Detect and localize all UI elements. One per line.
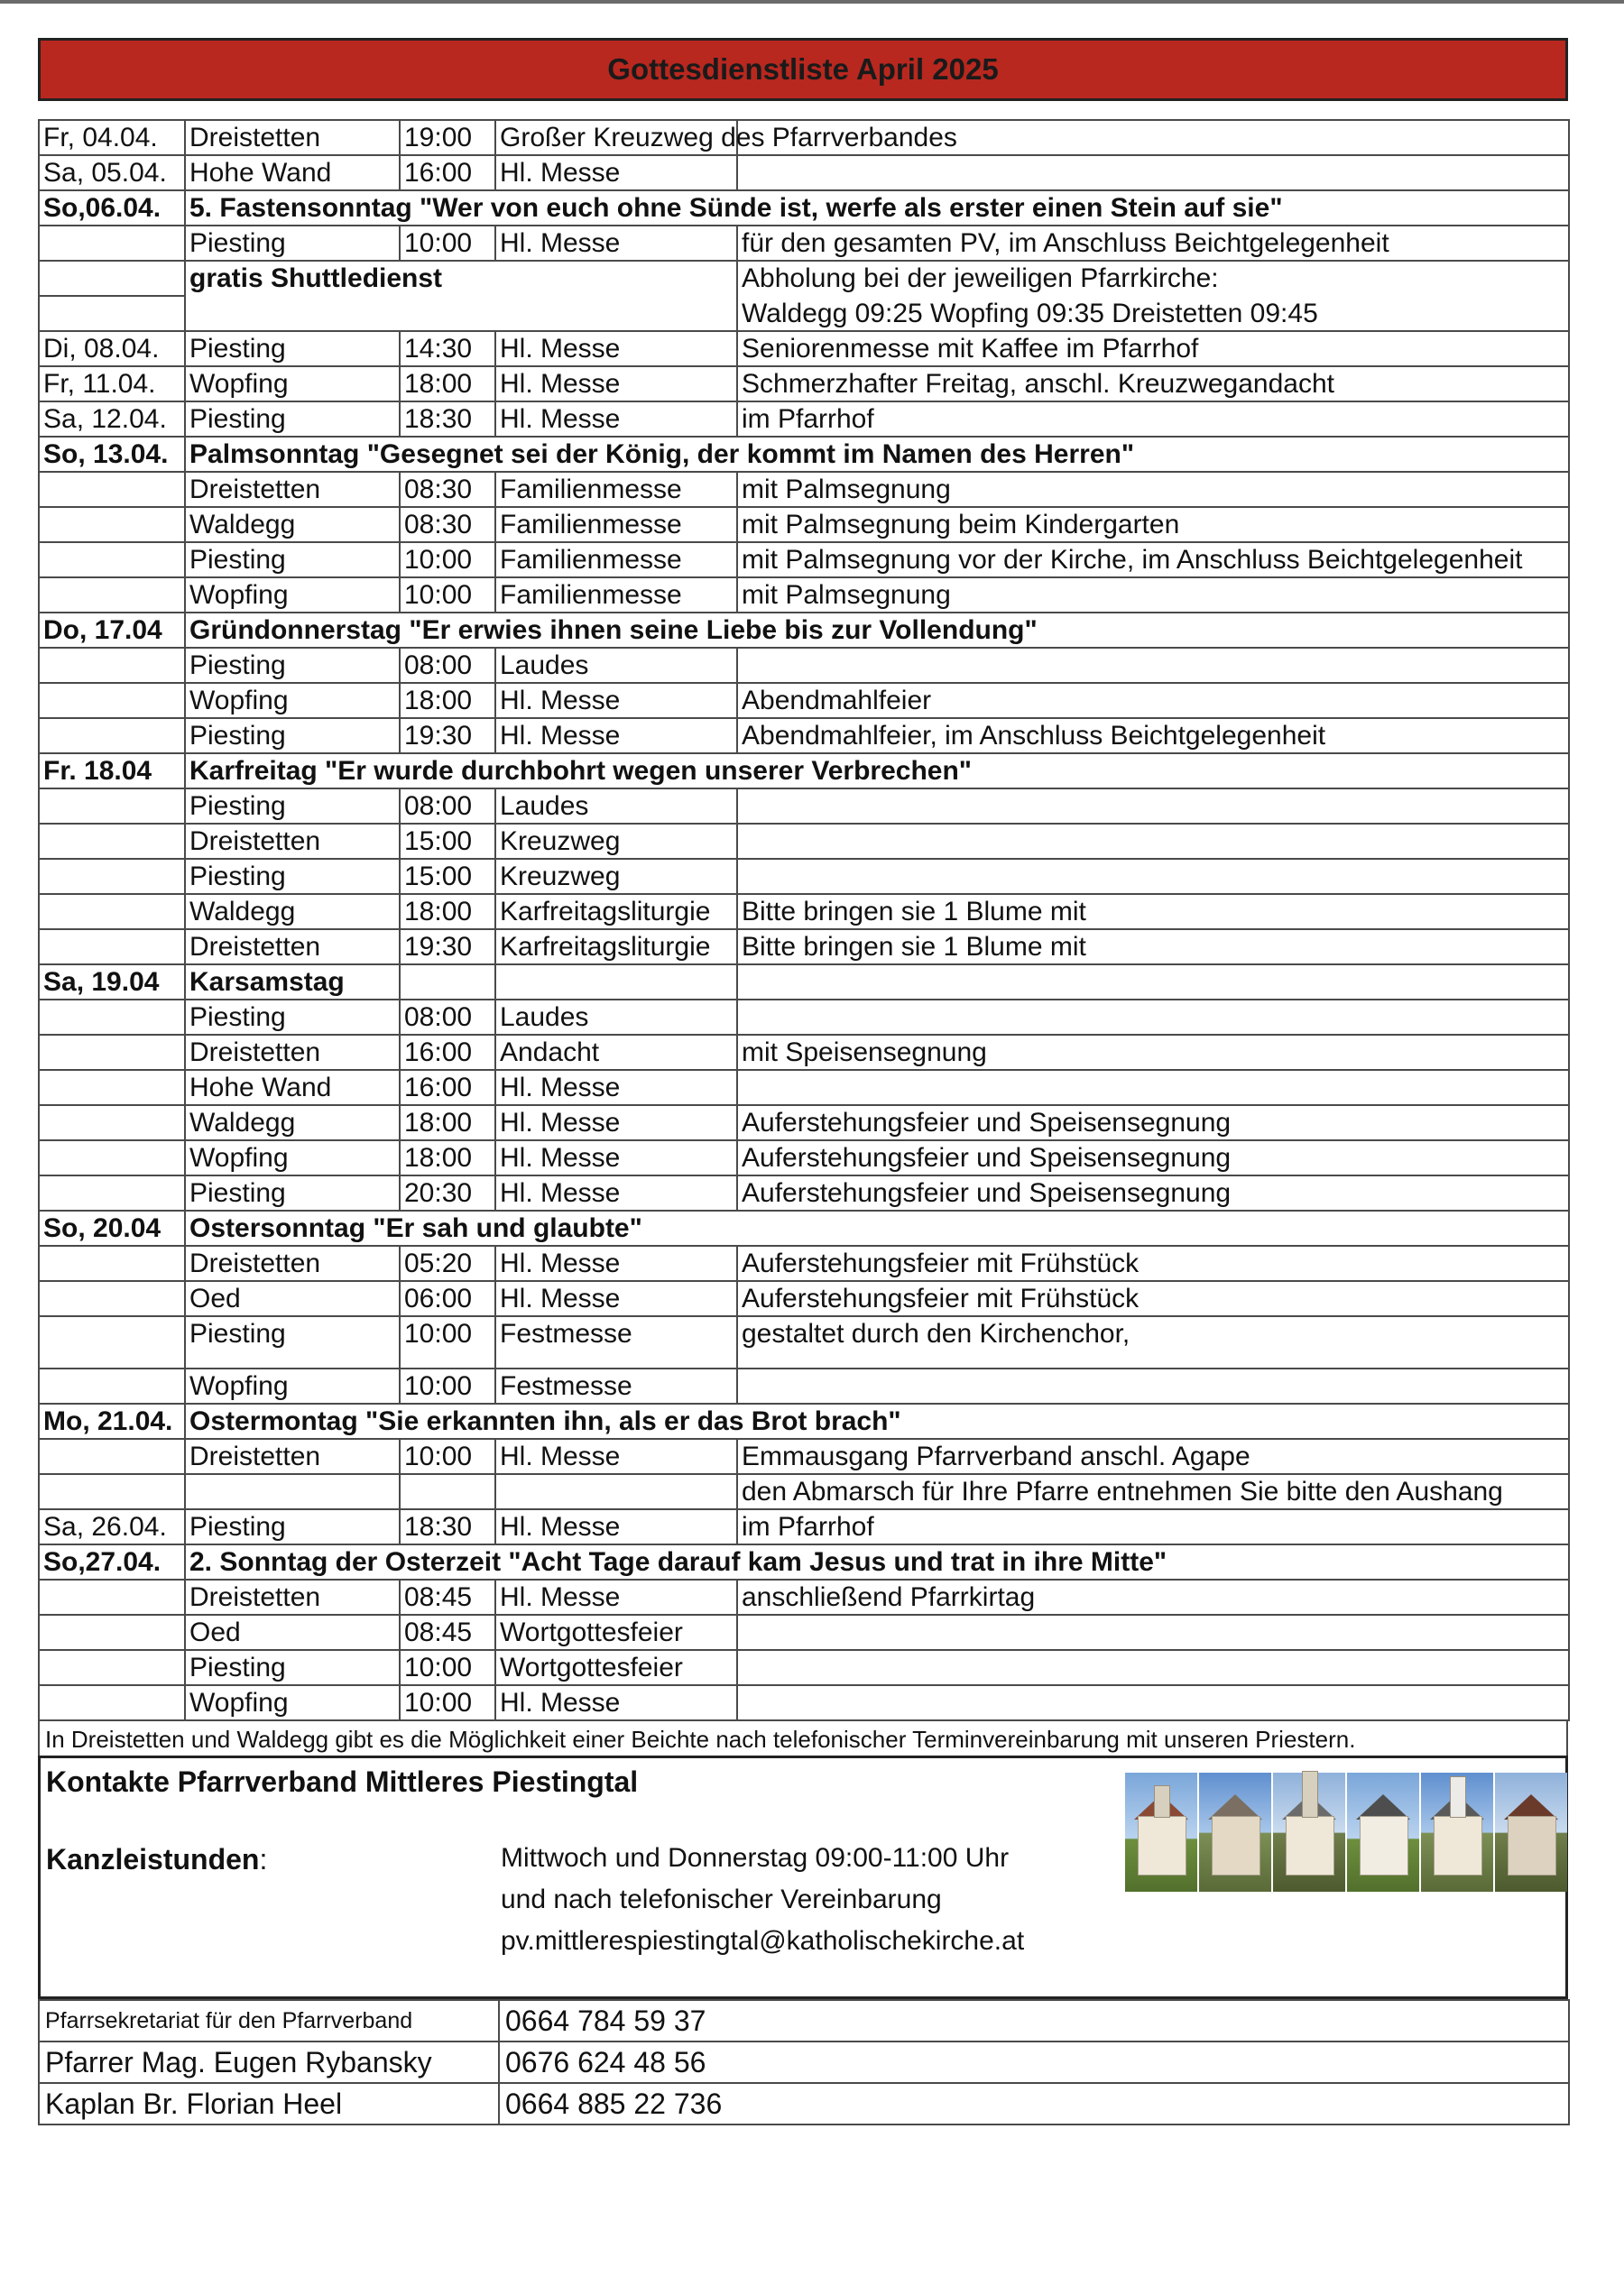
day-date: So,27.04. — [39, 1544, 185, 1580]
service-row — [39, 1070, 1569, 1105]
service-row — [39, 1281, 1569, 1316]
service-time: 18:30 — [400, 1509, 495, 1544]
service-date — [39, 718, 185, 753]
service-note: im Pfarrhof — [737, 1509, 1569, 1544]
page-title: Gottesdienstliste April 2025 — [38, 38, 1568, 101]
day-date: So,06.04. — [39, 190, 185, 226]
top-rule — [0, 0, 1624, 4]
contact-phone[interactable]: 0676 624 48 56 — [499, 2042, 1569, 2083]
contact-role: Kaplan Br. Florian Heel — [39, 2083, 499, 2124]
service-date — [39, 542, 185, 577]
service-type: Familienmesse — [495, 507, 737, 542]
contact-row — [39, 2000, 1569, 2042]
service-row — [39, 1105, 1569, 1140]
church-photo — [1347, 1773, 1419, 1892]
service-time: 10:00 — [400, 577, 495, 613]
day-description: Karfreitag "Er wurde durchbohrt wegen unserer Verbrechen" — [185, 753, 1569, 788]
service-place: Wopfing — [185, 577, 400, 613]
service-date: Sa, 26.04. — [39, 1509, 185, 1544]
service-type: Hl. Messe — [495, 1439, 737, 1474]
day-header-row — [39, 437, 1569, 472]
service-time: 14:30 — [400, 331, 495, 366]
service-date — [39, 929, 185, 964]
service-row — [39, 120, 1569, 155]
service-place: Dreistetten — [185, 1246, 400, 1281]
service-row — [39, 683, 1569, 718]
service-note — [737, 1369, 1569, 1404]
day-description: Gründonnerstag "Er erwies ihnen seine Liebe bis zur Vollendung" — [185, 613, 1569, 648]
service-time: 16:00 — [400, 155, 495, 190]
service-note: mit Speisensegnung — [737, 1035, 1569, 1070]
service-date — [39, 1000, 185, 1035]
service-note: im Pfarrhof — [737, 401, 1569, 437]
service-time: 20:30 — [400, 1175, 495, 1211]
service-place: Wopfing — [185, 366, 400, 401]
day-header-row — [39, 1544, 1569, 1580]
service-place: Wopfing — [185, 683, 400, 718]
service-date — [39, 1474, 185, 1509]
service-place: Karsamstag — [185, 964, 400, 1000]
service-place: Hohe Wand — [185, 155, 400, 190]
service-time: 10:00 — [400, 542, 495, 577]
service-time: 06:00 — [400, 1281, 495, 1316]
service-place: Dreistetten — [185, 120, 400, 155]
shuttle-spacer — [185, 296, 737, 331]
service-note: Auferstehungsfeier mit Frühstück — [737, 1281, 1569, 1316]
service-row — [39, 507, 1569, 542]
service-place: Dreistetten — [185, 1035, 400, 1070]
service-row — [39, 155, 1569, 190]
service-note: Emmausgang Pfarrverband anschl. Agape — [737, 1439, 1569, 1474]
service-date: Fr, 11.04. — [39, 366, 185, 401]
service-place: Piesting — [185, 331, 400, 366]
service-type: Hl. Messe — [495, 331, 737, 366]
service-note: Seniorenmesse mit Kaffee im Pfarrhof — [737, 331, 1569, 366]
day-description: Ostersonntag "Er sah und glaubte" — [185, 1211, 1569, 1246]
service-type: Laudes — [495, 1000, 737, 1035]
service-place: Piesting — [185, 1000, 400, 1035]
service-time: 10:00 — [400, 1369, 495, 1404]
service-note: mit Palmsegnung vor der Kirche, im Anschluss Beichtgelegenheit — [737, 542, 1569, 577]
service-note — [737, 859, 1569, 894]
day-header-row — [39, 613, 1569, 648]
contact-row — [39, 2083, 1569, 2124]
contact-people-table — [38, 1999, 1570, 2125]
service-place: Wopfing — [185, 1140, 400, 1175]
service-place: Piesting — [185, 1175, 400, 1211]
service-date — [39, 1175, 185, 1211]
day-header-row — [39, 1404, 1569, 1439]
service-place: Hohe Wand — [185, 1070, 400, 1105]
service-row — [39, 401, 1569, 437]
church-photo — [1273, 1773, 1345, 1892]
service-schedule-page — [38, 38, 1568, 2125]
day-description: Ostermontag "Sie erkannten ihn, als er das Brot brach" — [185, 1404, 1569, 1439]
service-place: Wopfing — [185, 1685, 400, 1720]
shuttle-label: gratis Shuttledienst — [185, 261, 737, 296]
service-time: 05:20 — [400, 1246, 495, 1281]
service-type: Laudes — [495, 648, 737, 683]
service-time: 08:30 — [400, 472, 495, 507]
church-photos — [1125, 1773, 1567, 1892]
service-type — [495, 1474, 737, 1509]
service-row — [39, 366, 1569, 401]
service-row — [39, 824, 1569, 859]
shuttle-row — [39, 261, 1569, 296]
service-row — [39, 1140, 1569, 1175]
service-time: 16:00 — [400, 1070, 495, 1105]
day-date: Do, 17.04 — [39, 613, 185, 648]
service-place: Piesting — [185, 648, 400, 683]
service-note: für den gesamten PV, im Anschluss Beichtgelegenheit — [737, 226, 1569, 261]
service-place: Dreistetten — [185, 1439, 400, 1474]
service-date — [39, 1369, 185, 1404]
service-time: 18:00 — [400, 894, 495, 929]
service-type: Hl. Messe — [495, 1509, 737, 1544]
service-type: Hl. Messe — [495, 1175, 737, 1211]
service-row — [39, 1509, 1569, 1544]
service-row — [39, 1175, 1569, 1211]
service-type: Kreuzweg — [495, 859, 737, 894]
service-type: Laudes — [495, 788, 737, 824]
service-note: Bitte bringen sie 1 Blume mit — [737, 894, 1569, 929]
service-type: Hl. Messe — [495, 1685, 737, 1720]
service-row — [39, 1000, 1569, 1035]
service-note: Auferstehungsfeier und Speisensegnung — [737, 1105, 1569, 1140]
service-row — [39, 788, 1569, 824]
service-type: Hl. Messe — [495, 1246, 737, 1281]
service-note: Schmerzhafter Freitag, anschl. Kreuzwegandacht — [737, 366, 1569, 401]
day-description: Palmsonntag "Gesegnet sei der König, der kommt im Namen des Herren" — [185, 437, 1569, 472]
service-type: Familienmesse — [495, 577, 737, 613]
service-row — [39, 894, 1569, 929]
service-type: Wortgottesfeier — [495, 1615, 737, 1650]
church-photo — [1421, 1773, 1493, 1892]
service-time: 10:00 — [400, 1650, 495, 1685]
service-place: Piesting — [185, 1650, 400, 1685]
service-time: 10:00 — [400, 226, 495, 261]
shuttle-times-row — [39, 296, 1569, 331]
service-place: Piesting — [185, 1316, 400, 1369]
service-note: mit Palmsegnung — [737, 472, 1569, 507]
service-place: Piesting — [185, 226, 400, 261]
service-type: Hl. Messe — [495, 155, 737, 190]
service-row — [39, 542, 1569, 577]
service-type: Andacht — [495, 1035, 737, 1070]
service-note: Auferstehungsfeier und Speisensegnung — [737, 1175, 1569, 1211]
service-date — [39, 472, 185, 507]
shuttle-note: Abholung bei der jeweiligen Pfarrkirche: — [737, 261, 1569, 296]
service-note — [737, 155, 1569, 190]
service-note: Bitte bringen sie 1 Blume mit — [737, 929, 1569, 964]
day-description: 5. Fastensonntag "Wer von euch ohne Sünde ist, werfe als erster einen Stein auf sie" — [185, 190, 1569, 226]
office-hours-label — [46, 1843, 267, 1876]
service-type: Hl. Messe — [495, 1105, 737, 1140]
service-note — [737, 964, 1569, 1000]
service-date — [39, 226, 185, 261]
service-note — [737, 1070, 1569, 1105]
service-note: Auferstehungsfeier mit Frühstück — [737, 1246, 1569, 1281]
date-cell — [39, 296, 185, 331]
service-time: 08:00 — [400, 1000, 495, 1035]
service-place: Piesting — [185, 718, 400, 753]
service-note: mit Palmsegnung beim Kindergarten — [737, 507, 1569, 542]
service-date — [39, 1580, 185, 1615]
office-hours-line2: und nach telefonischer Vereinbarung — [501, 1885, 942, 1914]
service-type: Hl. Messe — [495, 718, 737, 753]
service-time: 18:00 — [400, 1140, 495, 1175]
service-date — [39, 788, 185, 824]
service-type: Familienmesse — [495, 542, 737, 577]
service-note: gestaltet durch den Kirchenchor, — [737, 1316, 1569, 1369]
service-place: Waldegg — [185, 894, 400, 929]
service-row — [39, 964, 1569, 1000]
service-place: Piesting — [185, 542, 400, 577]
service-time: 10:00 — [400, 1439, 495, 1474]
service-place: Dreistetten — [185, 472, 400, 507]
service-time: 19:00 — [400, 120, 495, 155]
service-time: 08:30 — [400, 507, 495, 542]
service-time: 19:30 — [400, 718, 495, 753]
service-time: 08:00 — [400, 648, 495, 683]
service-date — [39, 1035, 185, 1070]
service-time: 08:00 — [400, 788, 495, 824]
service-date — [39, 859, 185, 894]
service-place: Dreistetten — [185, 929, 400, 964]
service-row — [39, 1580, 1569, 1615]
service-type: Hl. Messe — [495, 1580, 737, 1615]
service-row — [39, 929, 1569, 964]
service-row — [39, 1685, 1569, 1720]
service-date: Fr, 04.04. — [39, 120, 185, 155]
service-place — [185, 1474, 400, 1509]
service-row — [39, 226, 1569, 261]
service-type: Großer Kreuzweg des Pfarrverbandes — [495, 120, 737, 155]
service-row — [39, 859, 1569, 894]
service-time: 16:00 — [400, 1035, 495, 1070]
service-time: 18:00 — [400, 1105, 495, 1140]
church-photo — [1199, 1773, 1271, 1892]
service-type: Festmesse — [495, 1316, 737, 1369]
service-note — [737, 1000, 1569, 1035]
service-note: mit Palmsegnung — [737, 577, 1569, 613]
service-date — [39, 683, 185, 718]
service-time: 08:45 — [400, 1580, 495, 1615]
service-row — [39, 1615, 1569, 1650]
service-note — [737, 1615, 1569, 1650]
service-row — [39, 472, 1569, 507]
day-date: Fr. 18.04 — [39, 753, 185, 788]
service-date — [39, 1316, 185, 1369]
service-time: 18:00 — [400, 683, 495, 718]
service-date — [39, 1105, 185, 1140]
service-time: 19:30 — [400, 929, 495, 964]
service-type: Familienmesse — [495, 472, 737, 507]
schedule-table — [38, 119, 1570, 1721]
service-note: Abendmahlfeier, im Anschluss Beichtgelegenheit — [737, 718, 1569, 753]
schedule-body — [39, 120, 1569, 1720]
service-time: 15:00 — [400, 824, 495, 859]
service-type: Kreuzweg — [495, 824, 737, 859]
contact-phone[interactable]: 0664 784 59 37 — [499, 2000, 1569, 2042]
service-place: Waldegg — [185, 507, 400, 542]
church-photo — [1125, 1773, 1197, 1892]
service-date — [39, 824, 185, 859]
service-date — [39, 1615, 185, 1650]
office-hours-label-text: Kanzleistunden — [46, 1843, 260, 1876]
contact-phone[interactable]: 0664 885 22 736 — [499, 2083, 1569, 2124]
service-date — [39, 1070, 185, 1105]
office-hours-line1: Mittwoch und Donnerstag 09:00-11:00 Uhr — [501, 1843, 1010, 1873]
service-row — [39, 718, 1569, 753]
service-place: Piesting — [185, 1509, 400, 1544]
service-note: Auferstehungsfeier und Speisensegnung — [737, 1140, 1569, 1175]
service-note: anschließend Pfarrkirtag — [737, 1580, 1569, 1615]
service-time: 10:00 — [400, 1316, 495, 1369]
date-cell — [39, 261, 185, 296]
service-time: 18:00 — [400, 366, 495, 401]
service-date — [39, 1685, 185, 1720]
service-row — [39, 331, 1569, 366]
service-date: Sa, 05.04. — [39, 155, 185, 190]
day-date: So, 13.04. — [39, 437, 185, 472]
service-date — [39, 1439, 185, 1474]
service-row — [39, 1369, 1569, 1404]
service-time: 10:00 — [400, 1685, 495, 1720]
service-note — [737, 824, 1569, 859]
service-type: Karfreitagsliturgie — [495, 929, 737, 964]
day-header-row — [39, 1211, 1569, 1246]
service-type: Hl. Messe — [495, 1070, 737, 1105]
contact-email[interactable]: pv.mittlerespiestingtal@katholischekirche.at — [501, 1926, 1025, 1956]
service-date: Di, 08.04. — [39, 331, 185, 366]
service-type: Hl. Messe — [495, 1281, 737, 1316]
contact-role: Pfarrer Mag. Eugen Rybansky — [39, 2042, 499, 2083]
service-type — [495, 964, 737, 1000]
service-type: Festmesse — [495, 1369, 737, 1404]
service-row — [39, 1439, 1569, 1474]
day-date: So, 20.04 — [39, 1211, 185, 1246]
service-place: Waldegg — [185, 1105, 400, 1140]
contacts-title: Kontakte Pfarrverband Mittleres Piestingtal — [46, 1765, 639, 1798]
confession-footnote: In Dreistetten und Waldegg gibt es die Möglichkeit einer Beichte nach telefonischer Terminvereinbarung mit unseren Priestern. — [38, 1721, 1568, 1756]
service-date — [39, 1650, 185, 1685]
service-type: Hl. Messe — [495, 366, 737, 401]
service-date — [39, 507, 185, 542]
service-type: Hl. Messe — [495, 1140, 737, 1175]
service-place: Piesting — [185, 859, 400, 894]
service-type: Hl. Messe — [495, 683, 737, 718]
service-place: Piesting — [185, 401, 400, 437]
service-note: den Abmarsch für Ihre Pfarre entnehmen Sie bitte den Aushang — [737, 1474, 1569, 1509]
service-time — [400, 964, 495, 1000]
service-row — [39, 1035, 1569, 1070]
contacts-box — [38, 1756, 1568, 1999]
service-time: 15:00 — [400, 859, 495, 894]
day-header-row — [39, 753, 1569, 788]
service-type: Hl. Messe — [495, 226, 737, 261]
shuttle-times: Waldegg 09:25 Wopfing 09:35 Dreistetten 09:45 — [737, 296, 1569, 331]
service-note — [737, 788, 1569, 824]
service-type: Hl. Messe — [495, 401, 737, 437]
service-row — [39, 1650, 1569, 1685]
service-time: 18:30 — [400, 401, 495, 437]
service-note — [737, 1650, 1569, 1685]
service-place: Oed — [185, 1281, 400, 1316]
service-date: Sa, 12.04. — [39, 401, 185, 437]
service-place: Oed — [185, 1615, 400, 1650]
service-date: Sa, 19.04 — [39, 964, 185, 1000]
service-type: Karfreitagsliturgie — [495, 894, 737, 929]
service-note — [737, 1685, 1569, 1720]
service-place: Dreistetten — [185, 1580, 400, 1615]
service-row — [39, 648, 1569, 683]
church-photo — [1495, 1773, 1567, 1892]
day-header-row — [39, 190, 1569, 226]
service-place: Dreistetten — [185, 824, 400, 859]
service-date — [39, 894, 185, 929]
service-type: Wortgottesfeier — [495, 1650, 737, 1685]
service-date — [39, 1140, 185, 1175]
service-date — [39, 577, 185, 613]
day-date: Mo, 21.04. — [39, 1404, 185, 1439]
contact-role: Pfarrsekretariat für den Pfarrverband — [39, 2000, 499, 2042]
contact-row — [39, 2042, 1569, 2083]
office-hours-colon: : — [259, 1843, 268, 1876]
service-place: Piesting — [185, 788, 400, 824]
service-place: Wopfing — [185, 1369, 400, 1404]
service-time — [400, 1474, 495, 1509]
service-date — [39, 1281, 185, 1316]
service-row — [39, 1316, 1569, 1369]
service-row — [39, 1474, 1569, 1509]
service-date — [39, 648, 185, 683]
service-row — [39, 1246, 1569, 1281]
service-date — [39, 1246, 185, 1281]
service-note — [737, 648, 1569, 683]
service-note: Abendmahlfeier — [737, 683, 1569, 718]
day-description: 2. Sonntag der Osterzeit "Acht Tage darauf kam Jesus und trat in ihre Mitte" — [185, 1544, 1569, 1580]
service-row — [39, 577, 1569, 613]
service-time: 08:45 — [400, 1615, 495, 1650]
